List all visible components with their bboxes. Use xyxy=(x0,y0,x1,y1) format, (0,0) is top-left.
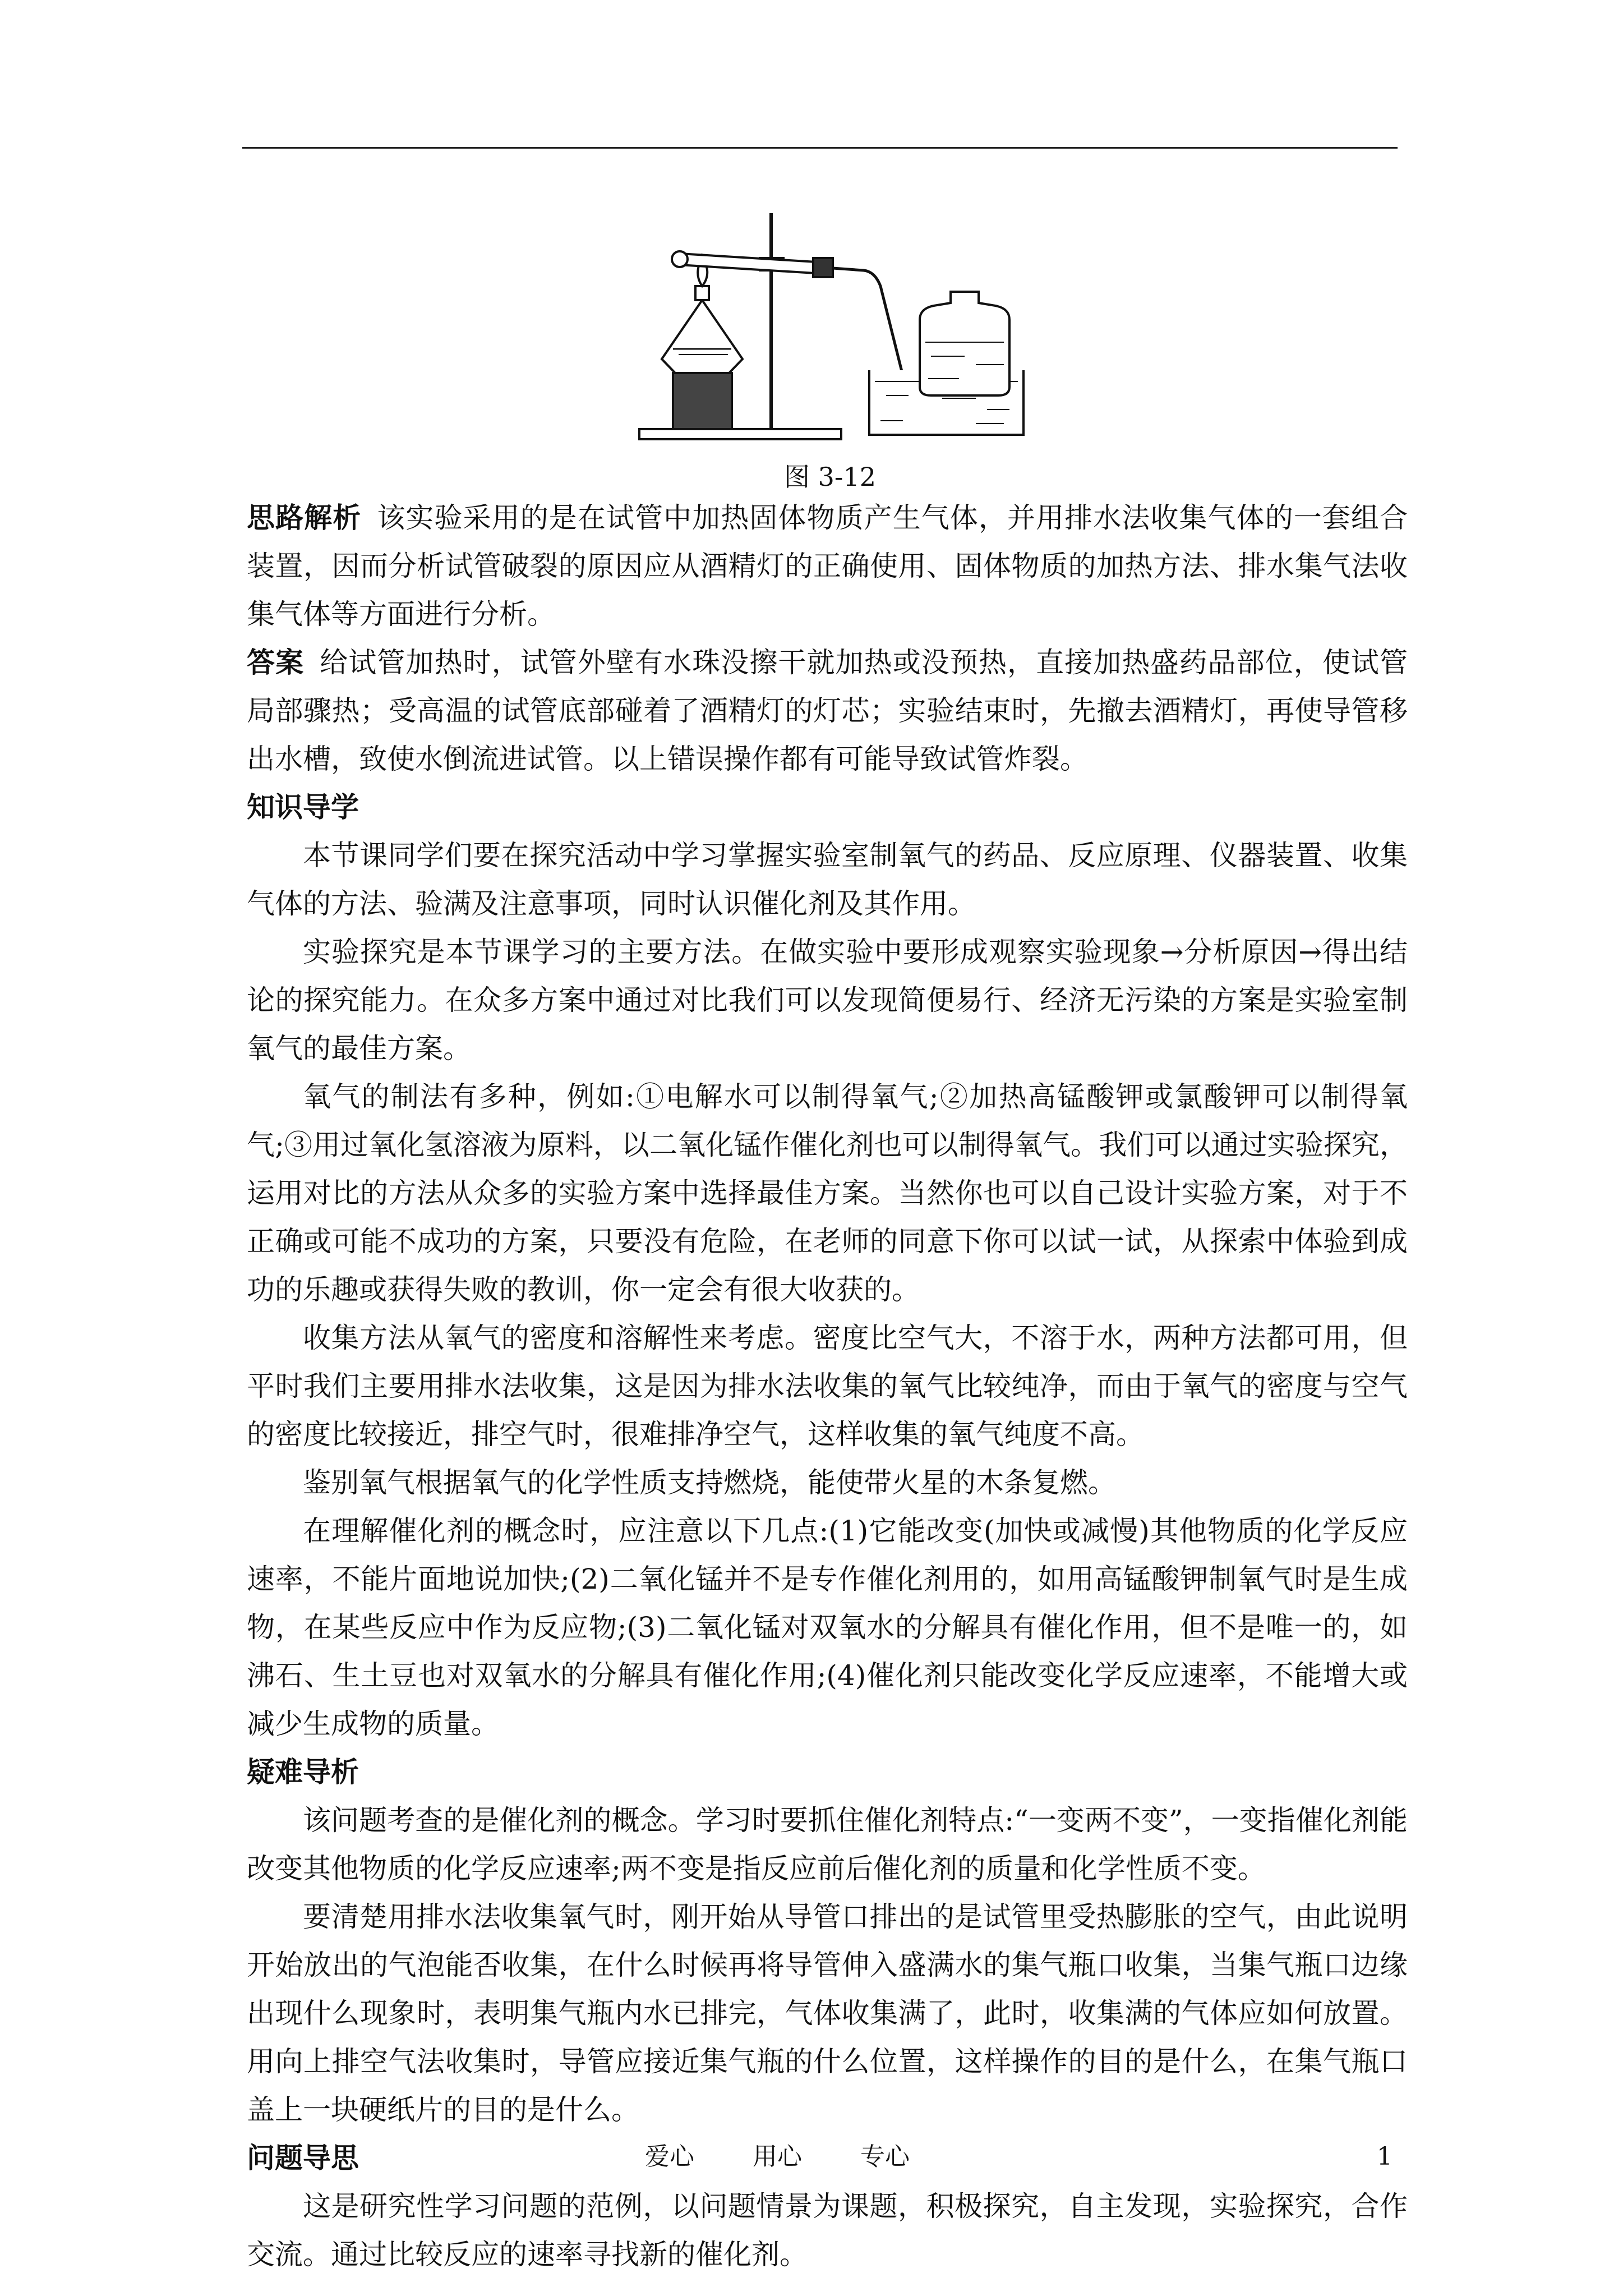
paragraph: 鉴别氧气根据氧气的化学性质支持燃烧，能使带火星的木条复燃。 xyxy=(303,1466,1116,1499)
paragraph: 本节课同学们要在探究活动中学习掌握实验室制氧气的药品、反应原理、仪器装置、收集气体的方法、验满及注意事项，同时认识催化剂及其作用。 xyxy=(247,839,1408,920)
header-rule xyxy=(242,147,1398,149)
wood-block xyxy=(673,373,732,429)
figure-caption: 图 3-12 xyxy=(784,462,876,492)
heading-wenti: 问题导思 xyxy=(247,2142,359,2174)
heading-zhishi: 知识导学 xyxy=(247,791,359,823)
stand-base xyxy=(639,429,841,439)
section-heading: 答案 xyxy=(247,646,305,679)
paragraph: 在理解催化剂的概念时，应注意以下几点:(1)它能改变(加快或减慢)其他物质的化学反应速率，不能片面地说加快;(2)二氧化锰并不是专作催化剂用的，如用高锰酸钾制氧气时是生成物，在某些反应中作为反应物;(3)二氧化锰对双氧水的分解具有催化作用，但不是唯一的，如沸石、生土豆也对双氧水的分解具有催化作用;(4)催化剂只能改变化学反应速率，不能增大或减少生成物的质量。 xyxy=(247,1515,1408,1740)
paragraph: 这是研究性学习问题的范例，以问题情景为课题，积极探究，自主发现，实验探究，合作交流。通过比较反应的速率寻找新的催化剂。 xyxy=(247,2190,1408,2271)
section-text: 该实验采用的是在试管中加热固体物质产生气体，并用排水法收集气体的一套组合装置，因而分析试管破裂的原因应从酒精灯的正确使用、固体物质的加热方法、排水集气法收集气体等方面进行分析。 xyxy=(247,501,1408,631)
paragraph: 实验探究是本节课学习的主要方法。在做实验中要形成观察实验现象→分析原因→得出结论的探究能力。在众多方案中通过对比我们可以发现简便易行、经济无污染的方案是实验室制氧气的最佳方案。 xyxy=(247,936,1408,1065)
document-body xyxy=(247,494,1408,2279)
alcohol-lamp xyxy=(662,300,743,373)
paragraph: 该问题考查的是催化剂的概念。学习时要抓住催化剂特点:“一变两不变”，一变指催化剂能改变其他物质的化学反应速率;两不变是指反应前后催化剂的质量和化学性质不变。 xyxy=(247,1804,1408,1885)
heading-yinan: 疑难导析 xyxy=(247,1756,359,1788)
footer-item: 爱心 xyxy=(645,2142,694,2171)
section-answer xyxy=(247,638,1408,783)
footer-item: 用心 xyxy=(753,2142,802,2171)
section-silu xyxy=(247,494,1408,638)
section-text: 给试管加热时，试管外壁有水珠没擦干就加热或没预热，直接加热盛药品部位，使试管局部骤热；受高温的试管底部碰着了酒精灯的灯芯；实验结束时，先撤去酒精灯，再使导管移出水槽，致使水倒流进试管。以上错误操作都有可能导致试管炸裂。 xyxy=(247,646,1408,775)
paragraph: 要清楚用排水法收集氧气时，刚开始从导管口排出的是试管里受热膨胀的空气，由此说明开始放出的气泡能否收集，在什么时候再将导管伸入盛满水的集气瓶口收集，当集气瓶口边缘出现什么现象时，表明集气瓶内水已排完，气体收集满了，此时，收集满的气体应如何放置。用向上排空气法收集时，导管应接近集气瓶的什么位置，这样操作的目的是什么，在集气瓶口盖上一块硬纸片的目的是什么。 xyxy=(247,1901,1408,2126)
apparatus-figure xyxy=(628,202,1032,449)
page-number: 1 xyxy=(1377,2142,1393,2171)
gas-bottle xyxy=(920,292,1009,395)
footer-motto xyxy=(645,2140,981,2174)
section-heading: 思路解析 xyxy=(247,501,362,534)
paragraph: 氧气的制法有多种，例如:①电解水可以制得氧气;②加热高锰酸钾或氯酸钾可以制得氧气;③用过氧化氢溶液为原料，以二氧化锰作催化剂也可以制得氧气。我们可以通过实验探究，运用对比的方法从众多的实验方案中选择最佳方案。当然你也可以自己设计实验方案，对于不正确或可能不成功的方案，只要没有危险，在老师的同意下你可以试一试，从探索中体验到成功的乐趣或获得失败的教训，你一定会有很大收获的。 xyxy=(247,1080,1408,1306)
footer-item: 专心 xyxy=(860,2142,910,2171)
paragraph: 收集方法从氧气的密度和溶解性来考虑。密度比空气大，不溶于水，两种方法都可用，但平时我们主要用排水法收集，这是因为排水法收集的氧气比较纯净，而由于氧气的密度与空气的密度比较接近，排空气时，很难排净空气，这样收集的氧气纯度不高。 xyxy=(247,1322,1408,1451)
